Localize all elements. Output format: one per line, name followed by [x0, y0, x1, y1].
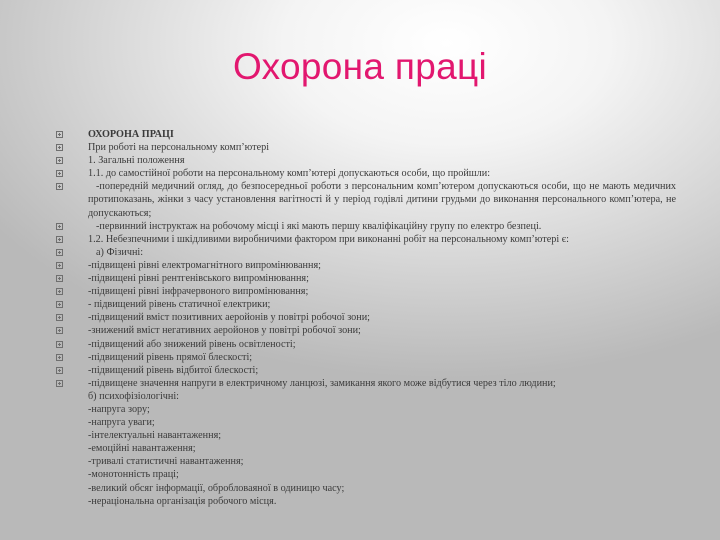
line-text: -підвищений вміст позитивних аеройонів у повітрі робочої зони;	[88, 312, 370, 324]
content-line	[56, 377, 676, 390]
bullet-icon	[56, 157, 63, 164]
content-line	[56, 233, 676, 246]
line-text: б) психофізіологічні:	[88, 390, 180, 402]
line-text: 1.1. до самостійної роботи на персональному комп’ютері допускаються особи, що пройшли:	[88, 168, 491, 180]
bullet-icon	[56, 301, 63, 308]
content-line	[56, 324, 676, 337]
bullet-icon	[56, 354, 63, 361]
content-line	[56, 364, 676, 377]
bullet-icon	[56, 327, 63, 334]
bullet-icon	[56, 249, 63, 256]
line-text: -інтелектуальні навантаження;	[88, 430, 222, 442]
content-line	[56, 351, 676, 364]
bullet-icon	[56, 380, 63, 387]
bullet-icon	[56, 314, 63, 321]
content-line	[56, 272, 676, 285]
line-text: -підвищене значення напруги в електричному ланцюзі, замикання якого може відбутися через тіло людини;	[88, 377, 556, 389]
line-text: - підвищений рівень статичної електрики;	[88, 299, 271, 311]
line-text: ОХОРОНА ПРАЦІ	[88, 129, 174, 140]
line-text: -напруга уваги;	[88, 417, 155, 429]
content-line	[56, 429, 676, 442]
line-text: При роботі на персональному комп’ютері	[88, 142, 270, 154]
line-text: 1. Загальні положення	[88, 155, 185, 167]
content-line	[56, 455, 676, 468]
content-line	[56, 154, 676, 167]
content-line	[56, 338, 676, 351]
slide-title: Охорона праці	[233, 46, 487, 87]
bullet-icon	[56, 275, 63, 282]
bullet-icon	[56, 131, 63, 138]
slide-content	[56, 128, 676, 508]
line-text: -підвищений або знижений рівень освітленості;	[88, 338, 296, 350]
line-text: -великий обсяг інформації, обробловаяної в одиницю часу;	[88, 482, 345, 494]
content-line	[56, 482, 676, 495]
bullet-icon	[56, 236, 63, 243]
content-line	[56, 468, 676, 481]
line-text: -підвищений рівень відбитої блескості;	[88, 364, 259, 376]
bullet-icon	[56, 223, 63, 230]
line-text: -підвищені рівні інфрачервоного випромінювання;	[88, 286, 309, 298]
bullet-icon	[56, 367, 63, 374]
line-text: -тривалі статистичні навантаження;	[88, 456, 244, 468]
content-line	[56, 180, 676, 219]
bullet-icon	[56, 144, 63, 151]
content-line	[56, 442, 676, 455]
line-text: -попередній медичний огляд, до безпосередньої роботи з персональним комп’ютером допускаються особи, що не мають медичних протипоказань, жінки з часу установлення вагітності й у період годівлі дитини грудьми до виконання персонального комп’ютера, не допускаються;	[88, 181, 676, 219]
bullet-icon	[56, 170, 63, 177]
content-line	[56, 141, 676, 154]
content-line	[56, 246, 676, 259]
content-line	[56, 311, 676, 324]
content-line	[56, 495, 676, 508]
content-line	[56, 298, 676, 311]
line-text: -первинний інструктаж на робочому місці і які мають першу кваліфікаційну групу по електро безпеці.	[96, 220, 542, 232]
content-line	[56, 285, 676, 298]
line-text: -емоційні навантаження;	[88, 443, 196, 455]
line-text: -напруга зору;	[88, 403, 150, 415]
content-line	[56, 403, 676, 416]
line-text: -монотонність праці;	[88, 469, 179, 481]
content-line	[56, 416, 676, 429]
content-line	[56, 259, 676, 272]
bullet-icon	[56, 288, 63, 295]
bullet-icon	[56, 262, 63, 269]
content-line	[56, 167, 676, 180]
line-text: -підвищені рівні електромагнітного випромінювання;	[88, 259, 321, 271]
line-text: -знижений вміст негативних аеройонов у повітрі робочої зони;	[88, 325, 361, 337]
line-text: а) Фізичні:	[96, 246, 144, 258]
content-line	[56, 220, 676, 233]
line-text: -підвищений рівень прямої блескості;	[88, 351, 253, 363]
line-text: -нераціональна організація робочого місця.	[88, 495, 277, 507]
content-line	[56, 390, 676, 403]
line-text: -підвищені рівні рентгенівського випромінювання;	[88, 273, 309, 285]
bullet-icon	[56, 183, 63, 190]
line-text: 1.2. Небезпечними і шкідливими виробничими фактором при виконанні робіт на персональному комп’ютері є:	[88, 233, 569, 245]
bullet-icon	[56, 341, 63, 348]
content-line	[56, 128, 676, 141]
